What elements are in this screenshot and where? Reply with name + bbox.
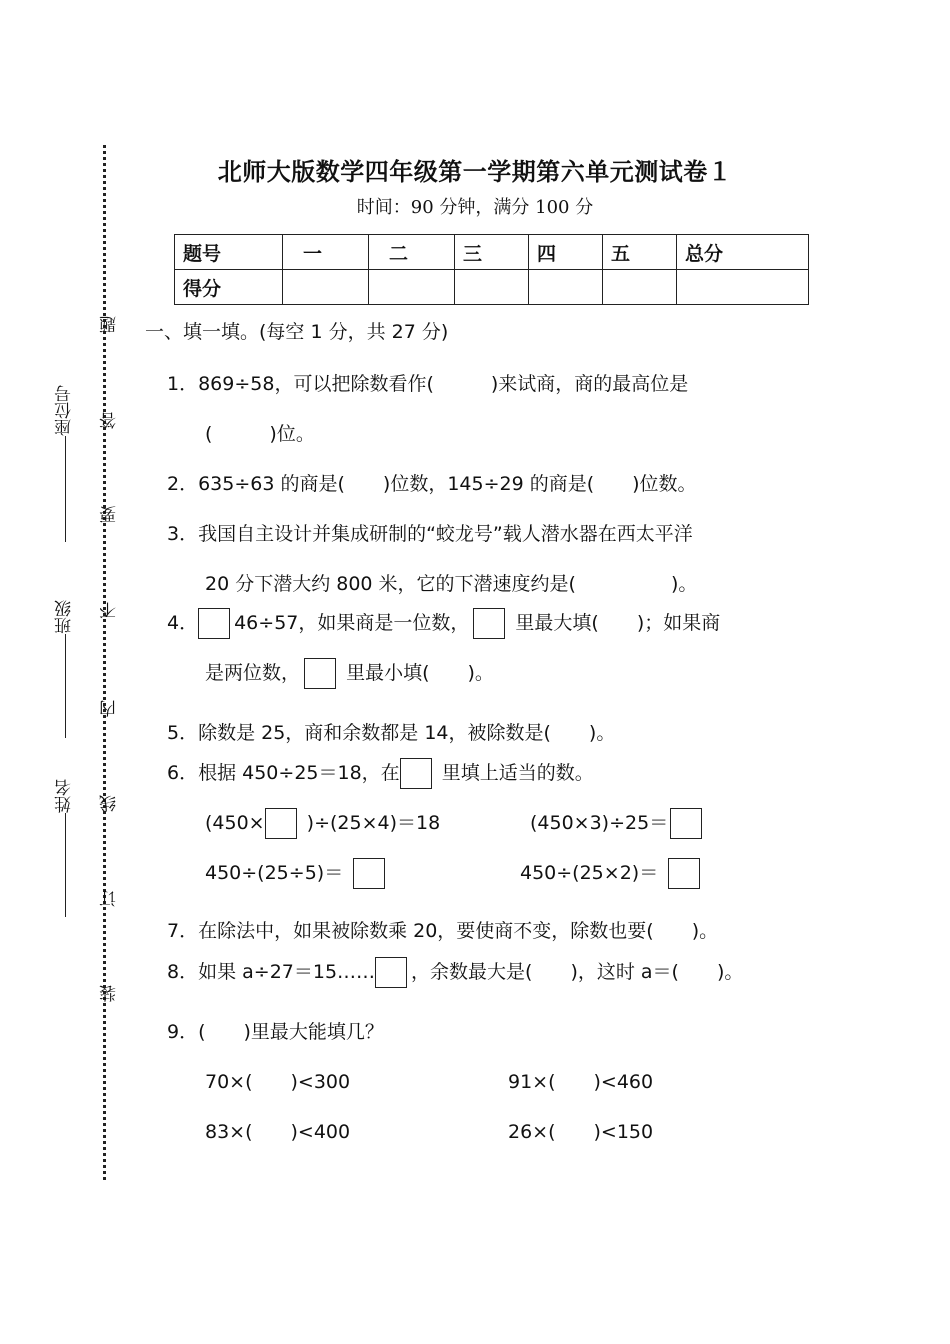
class-label: 班级	[55, 600, 75, 634]
name-label: 姓名	[55, 779, 75, 813]
score-input-cell[interactable]	[455, 270, 529, 305]
question-8	[167, 957, 743, 988]
score-cell: 题号	[175, 235, 283, 270]
score-cell: 三	[455, 235, 529, 270]
question-4-text-c: 是两位数，	[205, 662, 301, 684]
score-input-cell[interactable]	[369, 270, 455, 305]
seal-char: 装	[100, 985, 120, 1002]
score-input-cell[interactable]	[529, 270, 603, 305]
score-cell: 一	[283, 235, 369, 270]
seal-char: 订	[100, 890, 120, 907]
question-8-text-a: 8．如果 a÷27＝15……	[167, 961, 376, 983]
score-table-header-row	[175, 235, 809, 270]
answer-box[interactable]	[353, 858, 385, 889]
question-6-item-4	[520, 858, 704, 889]
answer-box[interactable]	[668, 858, 700, 889]
seal-char: 不	[100, 602, 120, 619]
question-1-line-2: ( )位。	[205, 423, 315, 445]
answer-box[interactable]	[304, 658, 336, 689]
name-field[interactable]	[57, 779, 74, 919]
page-title: 北师大版数学四年级第一学期第六单元测试卷１	[217, 157, 733, 186]
question-6-text-d: )÷(25×4)＝18	[306, 812, 441, 834]
answer-box[interactable]	[265, 808, 297, 839]
score-table	[174, 234, 809, 305]
question-6-item-2	[530, 808, 706, 839]
seal-char: 要	[100, 506, 120, 523]
question-9-item: 83×( )<400	[205, 1121, 351, 1143]
binding-dotted-line	[103, 145, 106, 1180]
question-3-line-1: 3．我国自主设计并集成研制的“蛟龙号”载人潜水器在西太平洋	[167, 523, 693, 545]
question-1-line-1: 1．869÷58，可以把除数看作( )来试商，商的最高位是	[167, 373, 689, 395]
score-input-cell[interactable]	[603, 270, 677, 305]
name-blank[interactable]	[65, 813, 66, 917]
question-6-item-3	[205, 858, 389, 889]
question-4-number: 4．	[167, 612, 199, 634]
question-6-text-b: 里填上适当的数。	[441, 762, 594, 784]
seat-number-blank[interactable]	[65, 436, 66, 542]
question-9-item: 70×( )<300	[205, 1071, 351, 1093]
question-6-text-e: (450×3)÷25＝	[530, 812, 669, 834]
question-4-line-1	[167, 608, 720, 639]
question-9-stem: 9．( )里最大能填几？	[167, 1021, 384, 1043]
class-field[interactable]	[57, 600, 74, 740]
question-6-text-g: 450÷(25×2)＝	[520, 862, 659, 884]
seal-char: 内	[100, 700, 120, 717]
answer-box[interactable]	[375, 957, 407, 988]
score-table-score-row	[175, 270, 809, 305]
question-4-text-a: 46÷57，如果商是一位数，	[234, 612, 470, 634]
score-cell: 二	[369, 235, 455, 270]
page-subtitle: 时间：90 分钟，满分 100 分	[356, 197, 594, 218]
seal-char: 答	[100, 412, 120, 429]
question-7: 7．在除法中，如果被除数乘 20，要使商不变，除数也要( )。	[167, 920, 719, 942]
question-3-line-2: 20 分下潜大约 800 米，它的下潜速度约是( )。	[205, 573, 698, 595]
score-cell: 总分	[677, 235, 809, 270]
class-blank[interactable]	[65, 634, 66, 738]
question-6-text-a: 6．根据 450÷25＝18，在	[167, 762, 400, 784]
seat-number-field[interactable]	[57, 385, 74, 544]
score-cell: 五	[603, 235, 677, 270]
question-8-text-b: ，余数最大是( )，这时 a＝( )。	[411, 961, 744, 983]
seal-char: 题	[100, 316, 120, 333]
question-4-text-d: 里最小填( )。	[346, 662, 494, 684]
question-5: 5．除数是 25，商和余数都是 14，被除数是( )。	[167, 722, 616, 744]
seal-char: 线	[100, 795, 120, 812]
score-cell: 四	[529, 235, 603, 270]
question-6-stem	[167, 758, 594, 789]
seat-number-label: 座位号	[55, 385, 75, 436]
score-input-cell[interactable]	[283, 270, 369, 305]
score-input-cell[interactable]	[677, 270, 809, 305]
answer-box[interactable]	[670, 808, 702, 839]
question-6-item-1	[205, 808, 440, 839]
question-2: 2．635÷63 的商是( )位数，145÷29 的商是( )位数。	[167, 473, 697, 495]
answer-box[interactable]	[198, 608, 230, 639]
question-4-line-2	[205, 658, 494, 689]
question-6-text-f: 450÷(25÷5)＝	[205, 862, 344, 884]
answer-box[interactable]	[473, 608, 505, 639]
question-9-item: 26×( )<150	[508, 1121, 654, 1143]
question-6-text-c: (450×	[205, 812, 265, 834]
answer-box[interactable]	[400, 758, 432, 789]
question-9-item: 91×( )<460	[508, 1071, 654, 1093]
question-4-text-b: 里最大填( )；如果商	[515, 612, 721, 634]
section-heading: 一、填一填。(每空 1 分，共 27 分)	[145, 321, 449, 343]
score-row-label: 得分	[175, 270, 283, 305]
